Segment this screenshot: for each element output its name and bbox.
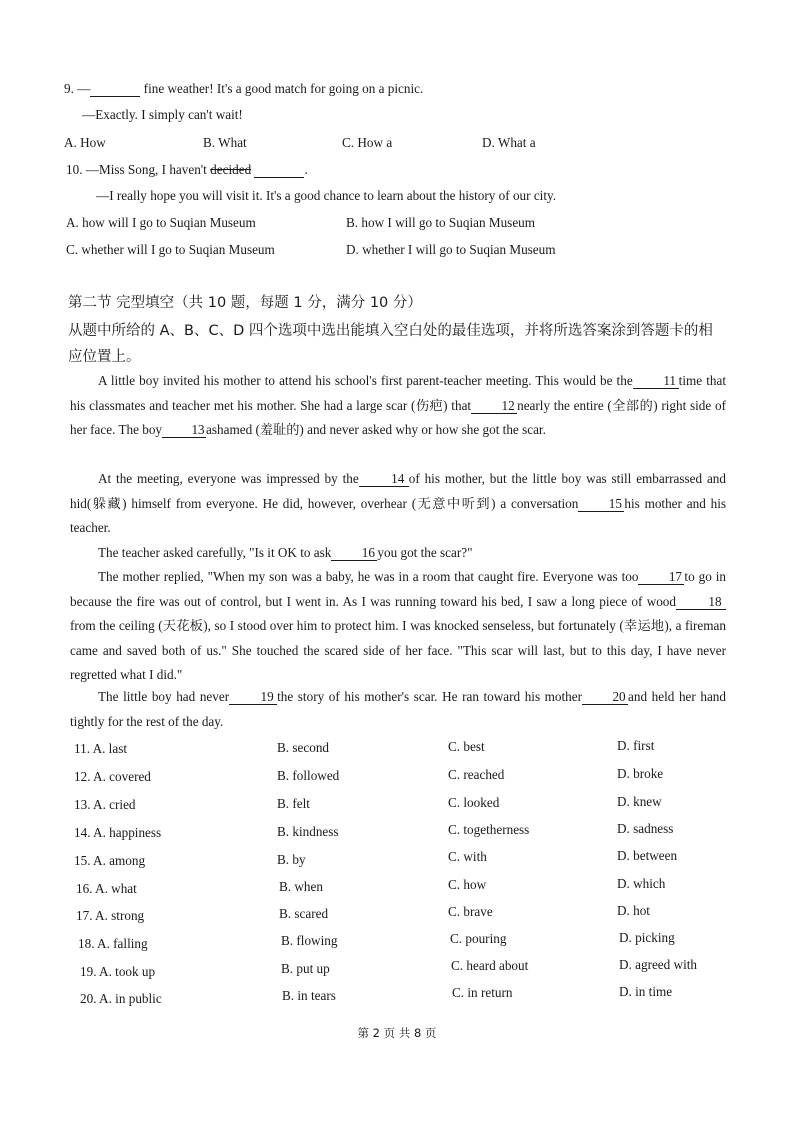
section-heading: 第二节 完型填空（共 10 题，每题 1 分，满分 10 分） (68, 295, 422, 311)
choice-19-c: C. heard about (451, 958, 529, 973)
choice-12-c: C. reached (448, 767, 505, 782)
choice-14-b: B. kindness (277, 824, 339, 839)
choice-11-d: D. first (617, 738, 655, 753)
blank-20: 20 (582, 690, 628, 705)
choice-20-b: B. in tears (282, 988, 336, 1003)
q10-option-c: C. whether will I go to Suqian Museum (66, 242, 275, 257)
q10-option-a: A. how will I go to Suqian Museum (66, 215, 256, 230)
passage-paragraph-3: The teacher asked carefully, "Is it OK to ask 16 you got the scar?" (98, 545, 473, 560)
blank-12: 12 (471, 399, 517, 414)
q10-reply: —I really hope you will visit it. It's a good chance to learn about the history of our city. (96, 188, 557, 203)
choice-18-b: B. flowing (281, 933, 338, 948)
choice-14-d: D. sadness (617, 821, 674, 836)
choice-14-c: C. togetherness (448, 822, 530, 837)
choice-12-b: B. followed (277, 768, 340, 783)
choice-11-b: B. second (277, 740, 330, 755)
passage-paragraph-1: A little boy invited his mother to attend his school's first parent-teacher meeting. This would be the 11 time that his classmates and teacher met his mother. She had a large scar (伤疤) that 12 nearly the entire (全部的) right side of her face. The boy 13ashamed (羞耻的) and never asked why or how she got the scar. (70, 373, 726, 437)
choice-16-c: C. how (448, 877, 487, 892)
choice-11-c: C. best (448, 739, 485, 754)
choice-16-d: D. which (617, 876, 666, 891)
choice-12-a: 12. A. covered (74, 769, 151, 784)
choice-18-c: C. pouring (450, 931, 507, 946)
q9-option-b: B. What (203, 135, 247, 150)
choice-19-b: B. put up (281, 961, 330, 976)
blank-14: 14 (359, 472, 409, 487)
choice-16-b: B. when (279, 879, 323, 894)
choice-16-a: 16. A. what (76, 881, 137, 896)
blank-18: 18 (676, 595, 726, 610)
choice-14-a: 14. A. happiness (74, 825, 162, 840)
choice-11-a: 11. A. last (74, 741, 127, 756)
blank-11: 11 (633, 374, 679, 389)
choice-17-d: D. hot (617, 903, 650, 918)
choice-20-d: D. in time (619, 984, 673, 999)
page-footer: 第 2 页 共 8 页 (357, 1026, 437, 1040)
q9-option-a: A. How (64, 135, 106, 150)
q10-crossed-word: decided (210, 162, 252, 177)
choice-13-a: 13. A. cried (74, 797, 136, 812)
passage-paragraph-2: At the meeting, everyone was impressed by the 14 of his mother, but the little boy was still embarrassed and hid(躲藏) himself from everyone. He did, however, overhear (无意中听到) a conversation 15 his mother and his teacher. (70, 471, 726, 535)
choice-19-a: 19. A. took up (80, 964, 156, 979)
q10-blank (254, 163, 304, 178)
q9-reply: —Exactly. I simply can't wait! (82, 107, 243, 122)
blank-15: 15 (578, 497, 624, 512)
choice-18-d: D. picking (619, 930, 675, 945)
choice-15-c: C. with (448, 849, 487, 864)
choice-13-c: C. looked (448, 795, 500, 810)
blank-19: 19 (229, 690, 277, 705)
choice-19-d: D. agreed with (619, 957, 697, 972)
q10-option-d: D. whether I will go to Suqian Museum (346, 242, 556, 257)
q10-stem: 10. —Miss Song, I haven't decided . (66, 162, 308, 177)
q9-option-d: D. What a (482, 135, 536, 150)
choice-13-b: B. felt (277, 796, 310, 811)
choice-17-a: 17. A. strong (76, 908, 145, 923)
choice-12-d: D. broke (617, 766, 664, 781)
passage-paragraph-4: The mother replied, "When my son was a baby, he was in a room that caught fire. Everyone was too 17 to go in because the fire was out of control, but I went in. As I was running toward his bed, I saw a long piece of wood 18from the ceiling (天花板), so I stood over him to protect him. I was knocked senseless, but fortunately (幸运地), a fireman came and saved both of us." She touched the scared side of her face. "This scar will last, but to this day, I have never regretted what I did." (70, 569, 727, 682)
passage-paragraph-5: The little boy had never 19 the story of his mother's scar. He ran toward his mother 20 and held her hand tightly for the rest of the day. (70, 689, 726, 729)
blank-17: 17 (638, 570, 684, 585)
choice-15-d: D. between (617, 848, 678, 863)
blank-13: 13 (162, 423, 206, 438)
choice-13-d: D. knew (617, 794, 662, 809)
choice-20-a: 20. A. in public (80, 991, 162, 1006)
choice-17-b: B. scared (279, 906, 329, 921)
q10-option-b: B. how I will go to Suqian Museum (346, 215, 536, 230)
q9-blank (90, 82, 140, 97)
choice-18-a: 18. A. falling (78, 936, 148, 951)
choice-15-b: B. by (277, 852, 306, 867)
blank-16: 16 (331, 546, 377, 561)
choice-15-a: 15. A. among (74, 853, 146, 868)
choice-20-c: C. in return (452, 985, 513, 1000)
q9-stem: 9. — fine weather! It's a good match for going on a picnic. (64, 81, 424, 96)
section-instruction: 从题中所给的 A、B、C、D 四个选项中选出能填入空白处的最佳选项，并将所选答案涂到答题卡的相应位置上。 (68, 323, 713, 365)
choice-17-c: C. brave (448, 904, 493, 919)
q9-option-c: C. How a (342, 135, 393, 150)
